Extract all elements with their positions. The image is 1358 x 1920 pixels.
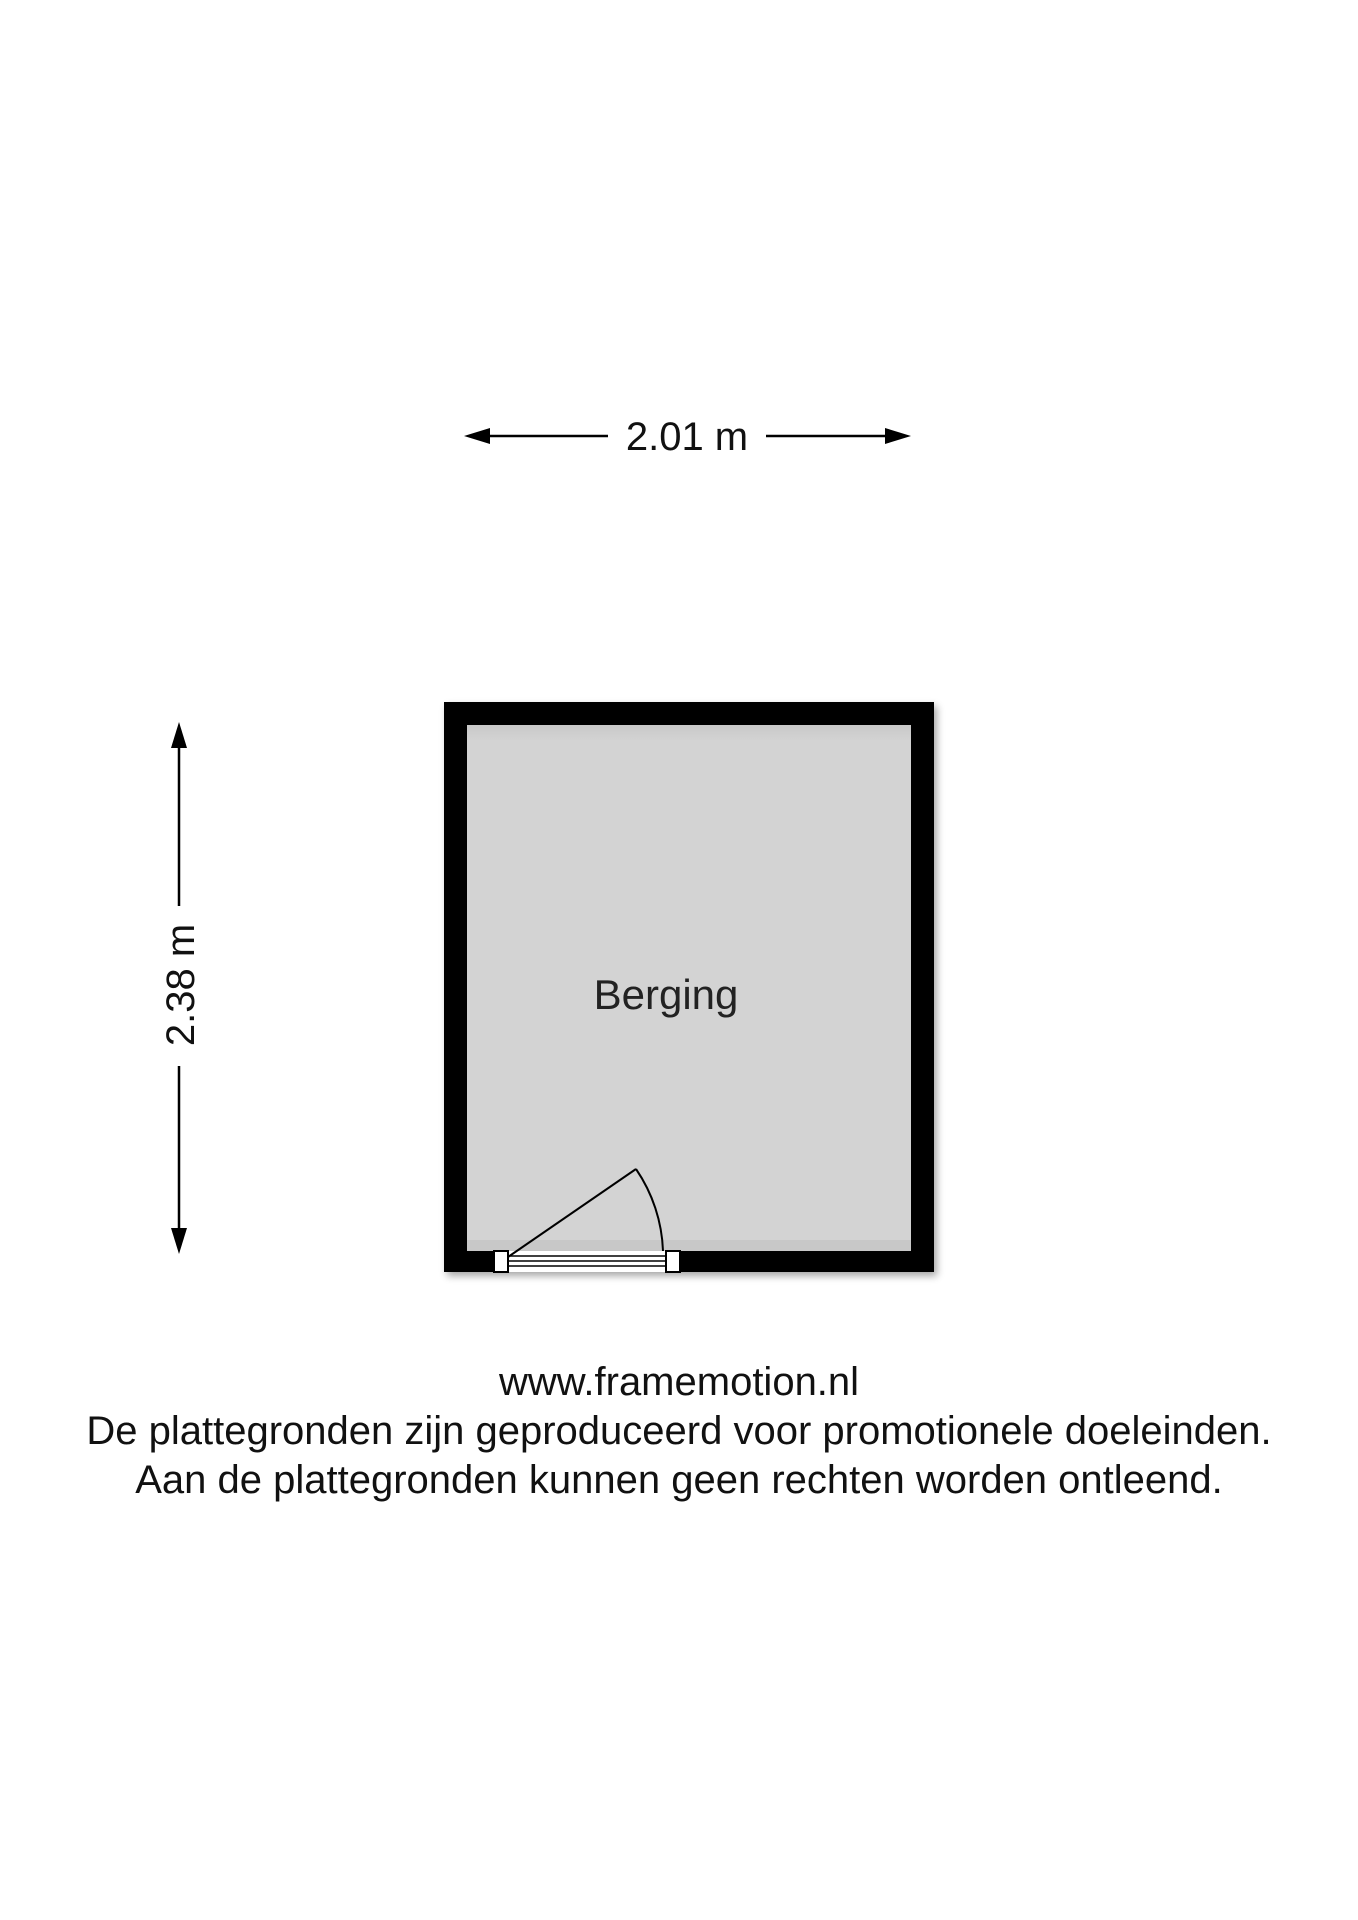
- height-dimension: [159, 722, 203, 1254]
- room-floor-bottom-strip: [467, 1240, 911, 1251]
- room-label: Berging: [593, 971, 739, 1018]
- footer: [0, 1358, 1358, 1505]
- width-dimension-label: 2.01 m: [625, 415, 749, 459]
- arrow-right-icon: [885, 428, 911, 444]
- arrow-up-icon: [171, 722, 187, 748]
- door-frame-left: [494, 1251, 508, 1272]
- disclaimer-line-2: Aan de plattegronden kunnen geen rechten worden ontleend.: [135, 1458, 1223, 1502]
- width-dimension: [464, 415, 911, 459]
- disclaimer-line-1: De plattegronden zijn geproduceerd voor promotionele doeleinden.: [86, 1409, 1272, 1453]
- arrow-left-icon: [464, 428, 490, 444]
- door-frame-right: [666, 1251, 680, 1272]
- height-dimension-label: 2.38 m: [159, 923, 203, 1047]
- arrow-down-icon: [171, 1228, 187, 1254]
- website-link[interactable]: www.framemotion.nl: [498, 1360, 860, 1404]
